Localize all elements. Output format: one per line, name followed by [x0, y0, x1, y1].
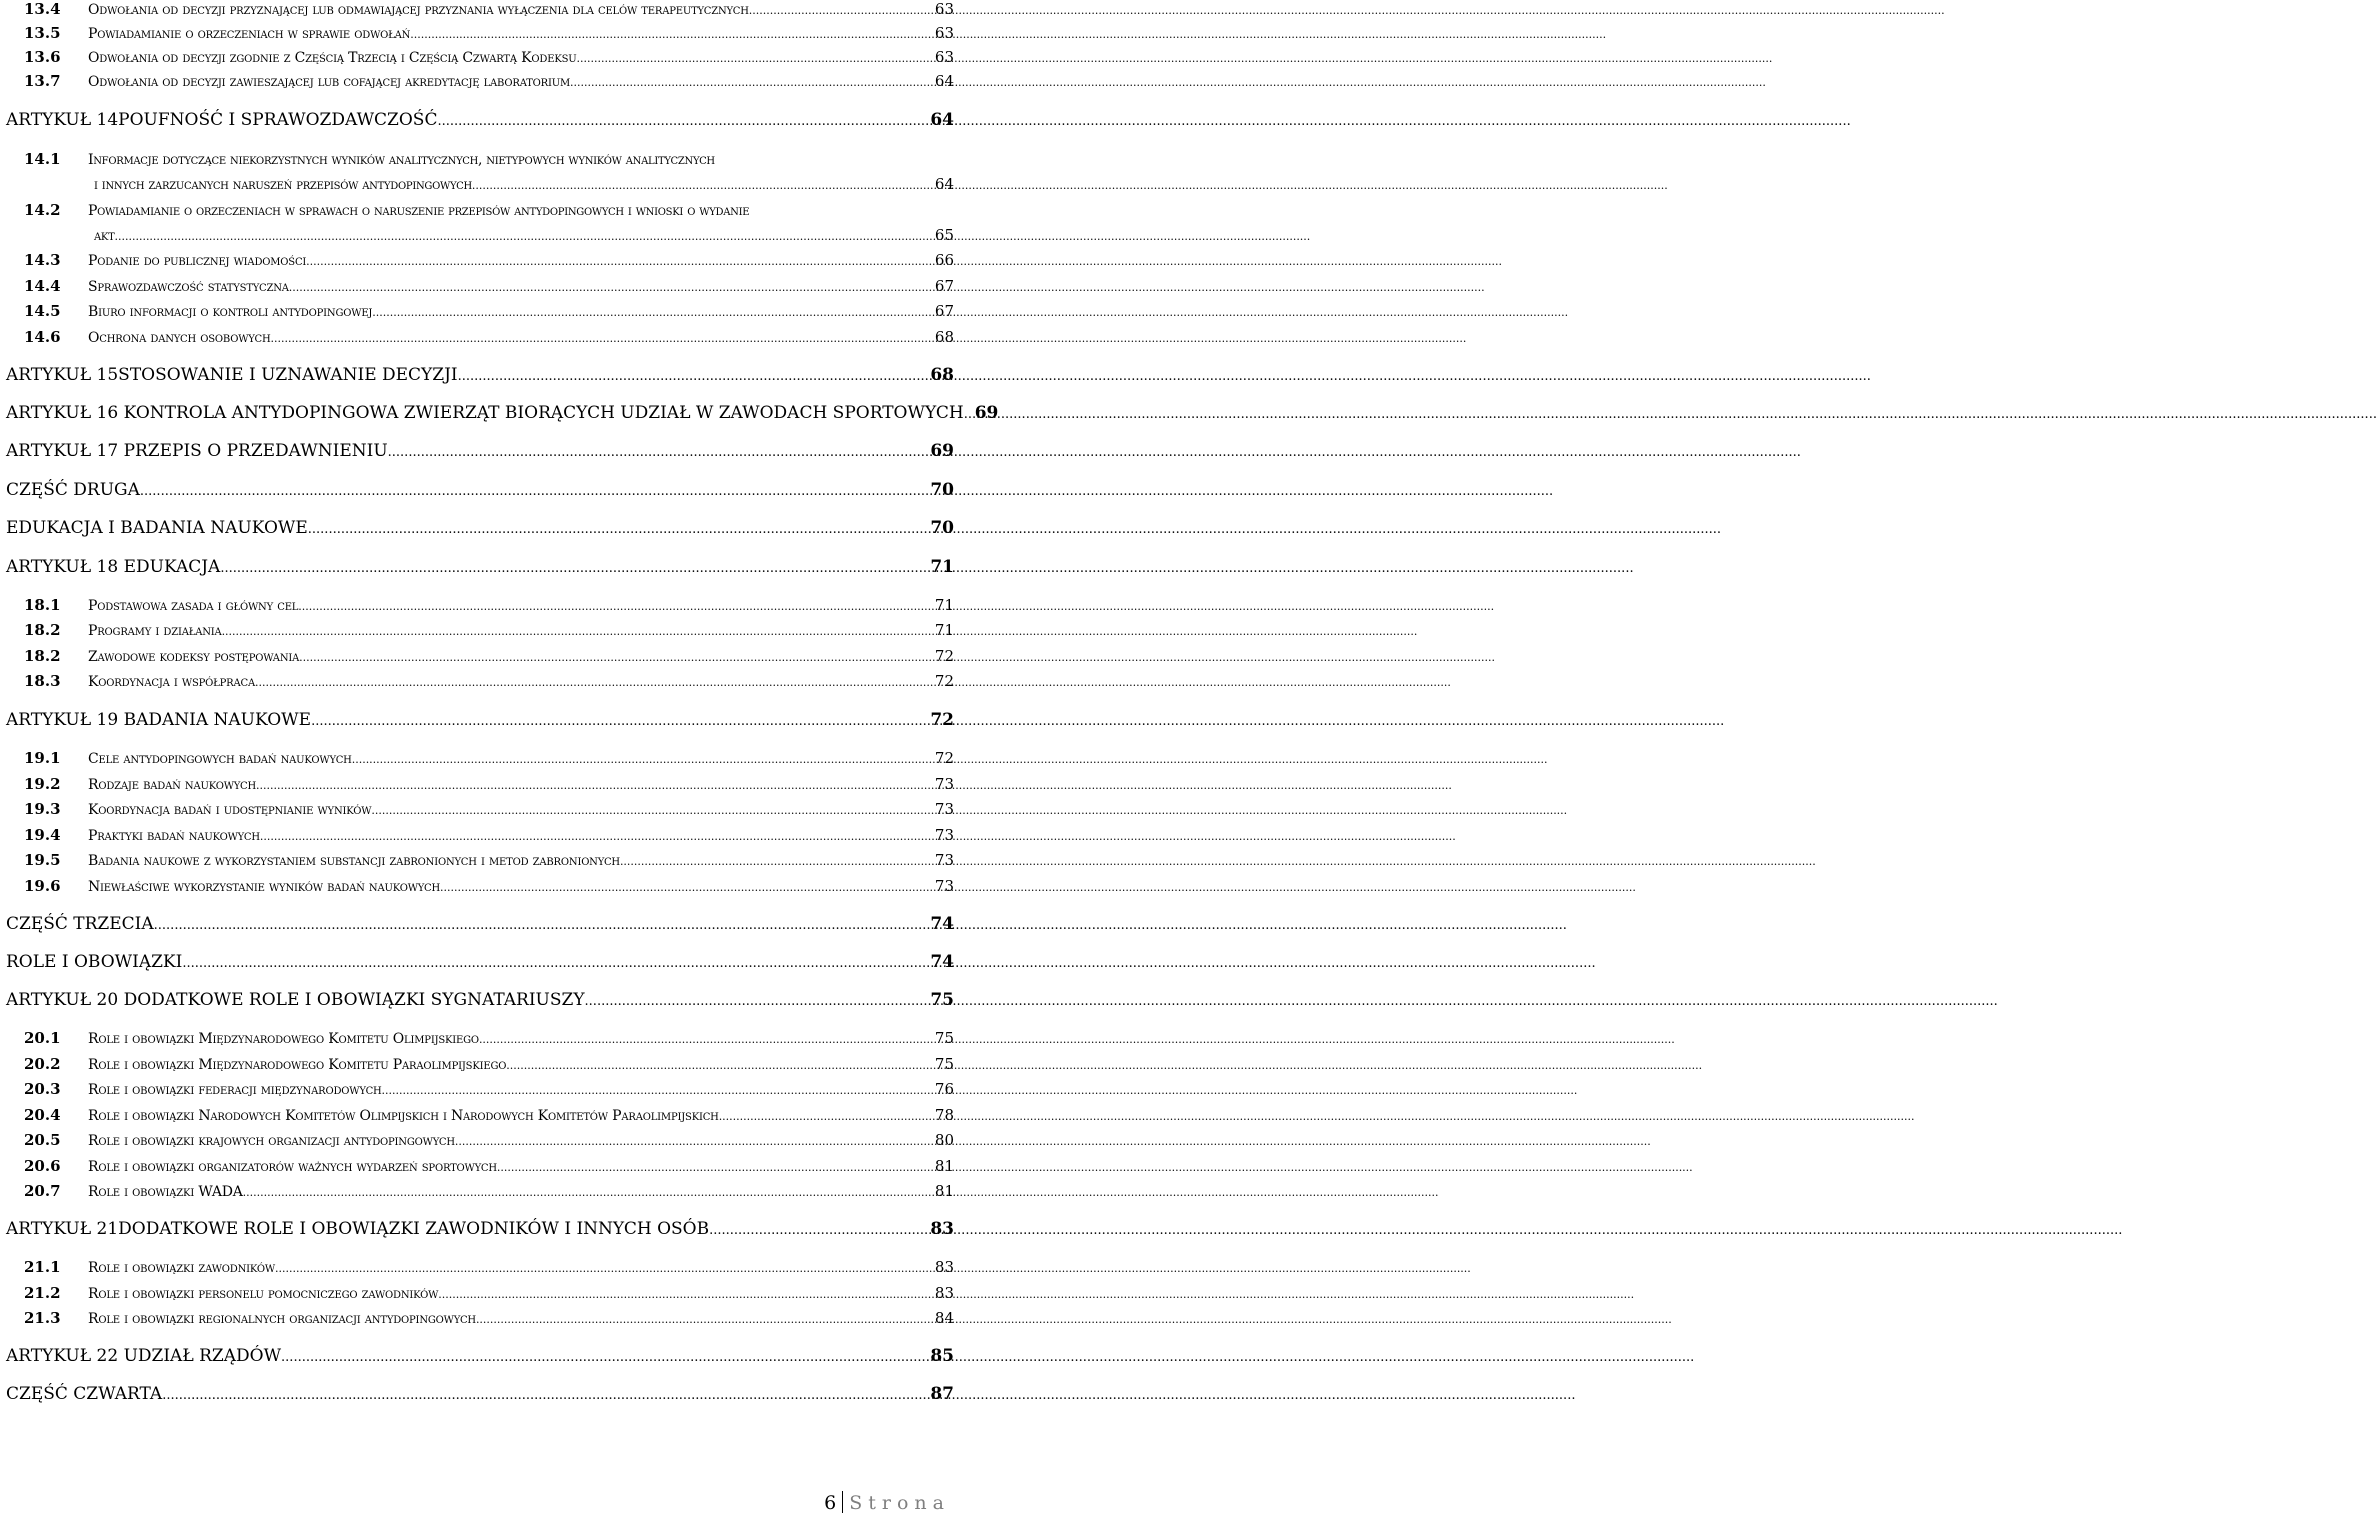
- toc-entry-13-7[interactable]: [6, 72, 954, 90]
- entry-title: Koordynacja i współpraca: [88, 674, 256, 690]
- entry-title: STOSOWANIE I UZNAWANIE DECYZJI: [118, 365, 458, 385]
- toc-entry-20-6[interactable]: [6, 1157, 954, 1175]
- toc-entry-20-2[interactable]: [6, 1055, 954, 1073]
- entry-label: ARTYKUŁ 14: [6, 110, 119, 130]
- entry-page: 67: [934, 277, 954, 295]
- entry-title: Powiadamianie o orzeczeniach w sprawie odwołań: [88, 26, 411, 42]
- toc-entry-21-2[interactable]: [6, 1284, 954, 1302]
- toc-entry-20-4[interactable]: [6, 1106, 954, 1124]
- toc-entry-19-2[interactable]: [6, 775, 954, 793]
- leader-dots: [256, 779, 934, 792]
- entry-title: Role i obowiązki personelu pomocniczego zawodników: [88, 1286, 439, 1302]
- toc-entry-19-3[interactable]: [6, 800, 954, 818]
- entry-number: 19.3: [24, 800, 61, 818]
- entry-page: 73: [934, 775, 954, 793]
- leader-dots: [372, 306, 934, 319]
- entry-title: Zawodowe kodeksy postępowania: [88, 649, 300, 665]
- toc-entry-article-18[interactable]: [6, 557, 954, 577]
- leader-dots: [275, 1262, 934, 1275]
- entry-page: 81: [934, 1182, 954, 1200]
- entry-number: 18.2: [24, 647, 61, 665]
- entry-title: ARTYKUŁ 19 BADANIA NAUKOWE: [6, 710, 312, 730]
- entry-title: Role i obowiązki zawodników: [88, 1260, 275, 1276]
- toc-entry-14-4[interactable]: [6, 277, 954, 295]
- entry-number: 18.3: [24, 672, 61, 690]
- entry-number: 20.6: [24, 1157, 61, 1175]
- entry-page: 69: [974, 403, 999, 423]
- leader-dots: [352, 753, 934, 766]
- leader-dots: [749, 4, 934, 17]
- toc-entry-19-1[interactable]: [6, 749, 954, 767]
- entry-number: 19.6: [24, 877, 61, 895]
- entry-page: 87: [930, 1384, 954, 1404]
- entry-title: ARTYKUŁ 20 DODATKOWE ROLE I OBOWIĄZKI SYGNATARIUSZY: [6, 990, 585, 1010]
- leader-dots: [255, 676, 934, 689]
- leader-dots: [410, 28, 934, 41]
- leader-dots: [260, 830, 934, 843]
- leader-dots: [114, 230, 933, 243]
- entry-page: 72: [934, 647, 954, 665]
- toc-entry-14-1[interactable]: [6, 150, 954, 168]
- entry-number: 18.2: [24, 621, 61, 639]
- entry-page: 72: [930, 710, 954, 730]
- entry-page: 73: [934, 826, 954, 844]
- entry-title: EDUKACJA I BADANIA NAUKOWE: [6, 518, 308, 538]
- entry-page: 80: [934, 1131, 954, 1149]
- leader-dots: [472, 179, 934, 192]
- entry-page: 73: [934, 800, 954, 818]
- toc-entry-article-19[interactable]: [6, 710, 954, 730]
- entry-title: Role i obowiązki Międzynarodowego Komitetu Paraolimpijskiego: [88, 1057, 507, 1073]
- entry-title: ROLE I OBOWIĄZKI: [6, 952, 183, 972]
- toc-entry-19-4[interactable]: [6, 826, 954, 844]
- entry-page: 68: [930, 365, 954, 385]
- leader-dots: [438, 1288, 934, 1301]
- toc-entry-article-16[interactable]: [6, 403, 999, 423]
- entry-page: 63: [934, 48, 954, 66]
- entry-title: Powiadamianie o orzeczeniach w sprawach o naruszenie przepisów antydopingowych i wnioski o wydanie: [88, 203, 750, 219]
- entry-title: Biuro informacji o kontroli antydopingowej: [88, 304, 373, 320]
- entry-title: Ochrona danych osobowych: [88, 330, 271, 346]
- toc-entry-20-5[interactable]: [6, 1131, 954, 1149]
- toc-entry-14-6[interactable]: [6, 328, 954, 346]
- entry-number: 13.7: [24, 72, 61, 90]
- leader-dots: [577, 52, 934, 65]
- entry-title: ARTYKUŁ 18 EDUKACJA: [6, 557, 221, 577]
- leader-dots: [506, 1059, 934, 1072]
- entry-title: Niewłaściwe wykorzystanie wyników badań naukowych: [88, 879, 440, 895]
- page-footer: [824, 1491, 950, 1514]
- entry-page: 66: [934, 251, 954, 269]
- leader-dots: [311, 714, 929, 729]
- entry-title: Praktyki badań naukowych: [88, 828, 260, 844]
- entry-page: 64: [934, 175, 954, 193]
- entry-title: Odwołania od decyzji zgodnie z Częścią Trzecią i Częścią Czwartą Kodeksu: [88, 50, 577, 66]
- entry-title: CZĘŚĆ DRUGA: [6, 480, 140, 500]
- entry-page: 74: [930, 952, 954, 972]
- toc-entry-21-1[interactable]: [6, 1258, 954, 1276]
- entry-title: Rodzaje badań naukowych: [88, 777, 256, 793]
- entry-page: 63: [934, 24, 954, 42]
- entry-number: 19.1: [24, 749, 61, 767]
- entry-page: 64: [934, 72, 954, 90]
- leader-dots: [154, 918, 930, 933]
- entry-page: 73: [934, 877, 954, 895]
- entry-page: 81: [934, 1157, 954, 1175]
- entry-title: Cele antydopingowych badań naukowych: [88, 751, 352, 767]
- leader-dots: [570, 76, 934, 89]
- entry-title: Role i obowiązki federacji międzynarodowych: [88, 1082, 382, 1098]
- entry-number: 21.2: [24, 1284, 61, 1302]
- leader-dots: [371, 804, 934, 817]
- entry-number: 21.3: [24, 1309, 61, 1327]
- toc-entry-part-4[interactable]: [6, 1384, 954, 1404]
- toc-entry-13-6[interactable]: [6, 48, 954, 66]
- entry-number: 19.2: [24, 775, 61, 793]
- entry-title: Podanie do publicznej wiadomości: [88, 253, 307, 269]
- entry-number: 20.5: [24, 1131, 61, 1149]
- entry-title: POUFNOŚĆ I SPRAWOZDAWCZOŚĆ: [118, 110, 438, 130]
- entry-number: 20.4: [24, 1106, 61, 1124]
- toc-entry-education-research[interactable]: [6, 518, 954, 538]
- entry-page: 83: [934, 1258, 954, 1276]
- entry-page: 63: [934, 0, 954, 18]
- leader-dots: [140, 484, 929, 499]
- entry-number: 13.6: [24, 48, 61, 66]
- toc-entry-18-2[interactable]: [6, 621, 954, 639]
- entry-title: Informacje dotyczące niekorzystnych wyników analitycznych, nietypowych wyników analitycznych: [88, 152, 715, 168]
- entry-title: Role i obowiązki WADA: [88, 1184, 243, 1200]
- entry-title: CZĘŚĆ TRZECIA: [6, 914, 154, 934]
- toc-entry-article-15[interactable]: [6, 365, 954, 385]
- entry-title: Programy i działania: [88, 623, 222, 639]
- leader-dots: [281, 1350, 929, 1365]
- leader-dots: [476, 1313, 934, 1326]
- entry-title: Role i obowiązki krajowych organizacji antydopingowych: [88, 1133, 455, 1149]
- toc-entry-19-6[interactable]: [6, 877, 954, 895]
- toc-entry-14-3[interactable]: [6, 251, 954, 269]
- entry-page: 78: [934, 1106, 954, 1124]
- leader-dots: [308, 522, 930, 537]
- leader-dots: [306, 255, 934, 268]
- entry-number: 14.3: [24, 251, 61, 269]
- entry-number: 13.4: [24, 0, 61, 18]
- entry-page: 69: [930, 441, 954, 461]
- entry-page: 75: [930, 990, 954, 1010]
- toc-entry-part-2[interactable]: [6, 480, 954, 500]
- entry-number: 14.1: [24, 150, 61, 168]
- entry-title: Role i obowiązki Narodowych Komitetów Olimpijskich i Narodowych Komitetów Paraolimpijskich: [88, 1108, 719, 1124]
- leader-dots: [440, 881, 934, 894]
- entry-page: 76: [934, 1080, 954, 1098]
- entry-page: 68: [934, 328, 954, 346]
- entry-number: 14.6: [24, 328, 61, 346]
- leader-dots: [458, 369, 930, 384]
- toc-entry-article-17[interactable]: [6, 441, 954, 461]
- entry-number: 20.2: [24, 1055, 61, 1073]
- toc-entry-20-3[interactable]: [6, 1080, 954, 1098]
- leader-dots: [388, 445, 930, 460]
- entry-page: 70: [930, 480, 954, 500]
- entry-number: 14.5: [24, 302, 61, 320]
- leader-dots: [271, 332, 934, 345]
- entry-page: 71: [934, 621, 954, 639]
- entry-title: Role i obowiązki Międzynarodowego Komitetu Olimpijskiego: [88, 1031, 479, 1047]
- page-word: Strona: [849, 1492, 950, 1514]
- leader-dots: [382, 1084, 934, 1097]
- entry-number: 14.2: [24, 201, 61, 219]
- toc-entry-21-3[interactable]: [6, 1309, 954, 1327]
- toc-entry-18-2b[interactable]: [6, 647, 954, 665]
- entry-title: Odwołania od decyzji zawieszającej lub cofającej akredytację laboratorium: [88, 74, 571, 90]
- footer-divider: [842, 1491, 843, 1513]
- entry-page: 83: [930, 1219, 954, 1239]
- entry-page: 83: [934, 1284, 954, 1302]
- entry-number: 20.3: [24, 1080, 61, 1098]
- entry-page: 71: [934, 596, 954, 614]
- leader-dots: [585, 994, 930, 1009]
- toc-entry-13-5[interactable]: [6, 24, 954, 42]
- entry-title: CZĘŚĆ CZWARTA: [6, 1384, 163, 1404]
- leader-dots: [162, 1388, 929, 1403]
- toc-entry-14-1-continued[interactable]: [94, 175, 954, 193]
- entry-page: 85: [930, 1346, 954, 1366]
- entry-title: Sprawozdawczość statystyczna: [88, 279, 289, 295]
- entry-page: 74: [930, 914, 954, 934]
- entry-label: ARTYKUŁ 15: [6, 365, 119, 385]
- entry-title: ARTYKUŁ 22 UDZIAŁ RZĄDÓW: [6, 1346, 282, 1366]
- leader-dots: [289, 281, 934, 294]
- entry-page: 84: [934, 1309, 954, 1327]
- entry-page: 64: [930, 110, 954, 130]
- entry-page: 72: [934, 672, 954, 690]
- entry-number: 21.1: [24, 1258, 61, 1276]
- leader-dots: [182, 956, 929, 971]
- entry-title-continued: akt: [94, 228, 115, 244]
- toc-entry-article-21[interactable]: [6, 1219, 954, 1239]
- entry-number: 13.5: [24, 24, 61, 42]
- leader-dots: [299, 651, 934, 664]
- leader-dots: [455, 1135, 934, 1148]
- entry-title: Badania naukowe z wykorzystaniem substancji zabronionych i metod zabronionych: [88, 853, 620, 869]
- entry-page: 72: [934, 749, 954, 767]
- entry-title: ARTYKUŁ 16 KONTROLA ANTYDOPINGOWA ZWIERZĄT BIORĄCYCH UDZIAŁ W ZAWODACH SPORTOWYCH: [6, 403, 964, 423]
- entry-page: 75: [934, 1055, 954, 1073]
- toc-entry-article-14[interactable]: [6, 110, 954, 130]
- entry-page: 70: [930, 518, 954, 538]
- leader-dots: [709, 1223, 929, 1238]
- entry-number: 19.4: [24, 826, 61, 844]
- entry-number: 14.4: [24, 277, 61, 295]
- entry-title: Role i obowiązki regionalnych organizacji antydopingowych: [88, 1311, 476, 1327]
- entry-title: ARTYKUŁ 17 PRZEPIS O PRZEDAWNIENIU: [6, 441, 388, 461]
- entry-title: Role i obowiązki organizatorów ważnych wydarzeń sportowych: [88, 1159, 497, 1175]
- entry-title: Odwołania od decyzji przyznającej lub odmawiającej przyznania wyłączenia dla celów terapeutycznych: [88, 2, 749, 18]
- entry-title: DODATKOWE ROLE I OBOWIĄZKI ZAWODNIKÓW I INNYCH OSÓB: [118, 1219, 710, 1239]
- entry-page: 73: [934, 851, 954, 869]
- leader-dots: [479, 1033, 934, 1046]
- leader-dots: [220, 561, 929, 576]
- toc-entry-article-22[interactable]: [6, 1346, 954, 1366]
- leader-dots: [243, 1186, 934, 1199]
- leader-dots: [719, 1110, 934, 1123]
- toc-entry-14-5[interactable]: [6, 302, 954, 320]
- toc-entry-article-20[interactable]: [6, 990, 954, 1010]
- toc-entry-14-2[interactable]: [6, 201, 954, 219]
- entry-page: 65: [934, 226, 954, 244]
- toc-entry-14-2-continued[interactable]: [94, 226, 954, 244]
- toc-entry-18-1[interactable]: [6, 596, 954, 614]
- entry-title: Koordynacja badań i udostępnianie wyników: [88, 802, 372, 818]
- entry-title-continued: i innych zarzucanych naruszeń przepisów antydopingowych: [94, 177, 472, 193]
- leader-dots: [620, 855, 934, 868]
- entry-page: 67: [934, 302, 954, 320]
- toc-entry-part-3[interactable]: [6, 914, 954, 934]
- page-number: 6: [824, 1492, 837, 1514]
- leader-dots: [497, 1161, 934, 1174]
- entry-number: 18.1: [24, 596, 61, 614]
- entry-number: 19.5: [24, 851, 61, 869]
- leader-dots: [437, 114, 929, 129]
- entry-number: 20.7: [24, 1182, 61, 1200]
- toc-entry-20-1[interactable]: [6, 1029, 954, 1047]
- entry-page: 71: [930, 557, 954, 577]
- leader-dots: [222, 625, 934, 638]
- toc-entry-19-5[interactable]: [6, 851, 954, 869]
- leader-dots: [964, 407, 974, 422]
- toc-entry-roles[interactable]: [6, 952, 954, 972]
- entry-title: Podstawowa zasada i główny cel: [88, 598, 299, 614]
- toc-entry-20-7[interactable]: [6, 1182, 954, 1200]
- entry-number: 20.1: [24, 1029, 61, 1047]
- entry-page: 75: [934, 1029, 954, 1047]
- toc-entry-18-3[interactable]: [6, 672, 954, 690]
- toc-entry-13-4[interactable]: [6, 0, 954, 18]
- entry-label: ARTYKUŁ 21: [6, 1219, 119, 1239]
- leader-dots: [298, 600, 934, 613]
